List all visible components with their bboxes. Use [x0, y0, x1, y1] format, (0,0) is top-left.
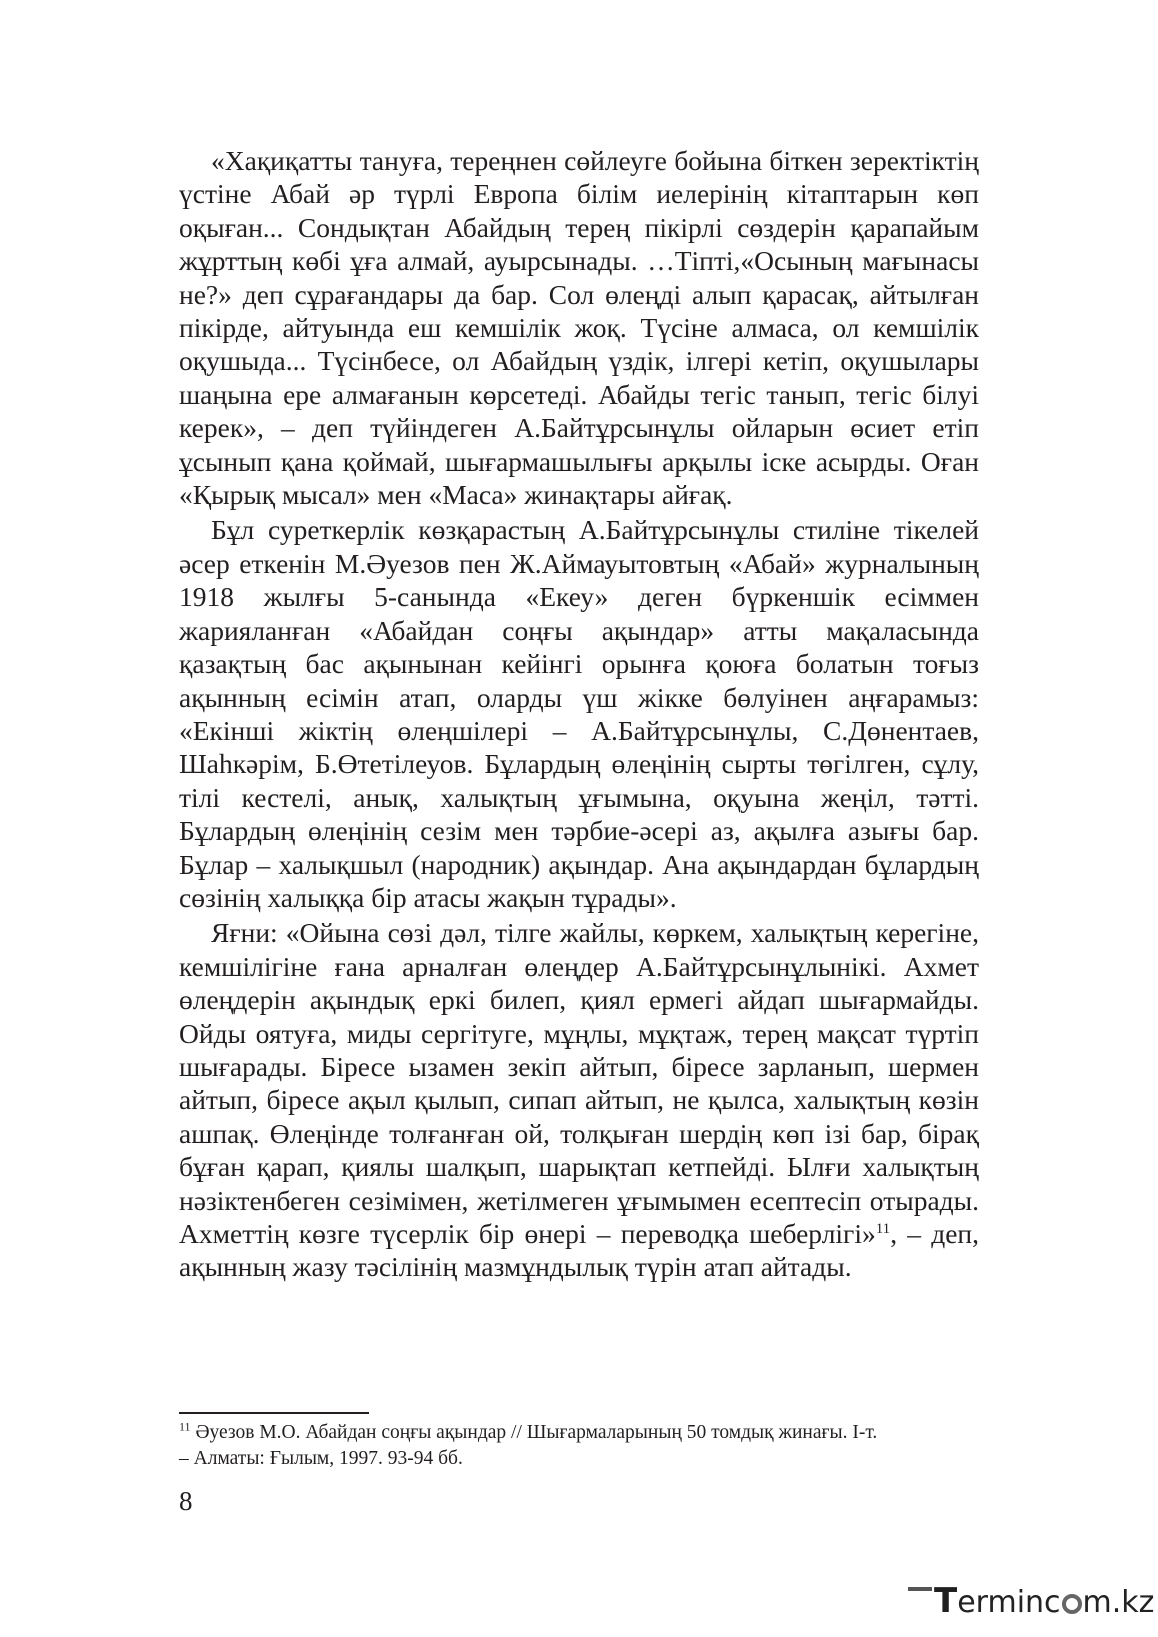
paragraph-3 [179, 916, 979, 1283]
paragraph-1: «Хақиқатты тануға, тереңнен сөйлеуге бойына біткен зеректіктің үстіне Абай әр түрлі Европа білім иелерінің кітаптарын көп оқыған... Сондықтан Абайдың терең пікірлі сөздерін қарапайым жұрттың көбі ұға алмай, ауырсынады. …Тіпті,«Осының мағынасы не?» деп сұрағандары да бар. Сол өлеңді алып қарасақ, айтылған пікірде, айтуында еш кемшілік жоқ. Түсіне алмаса, ол кемшілік оқушыда... Түсінбесе, ол Абайдың үздік, ілгері кетіп, оқушылары шаңына ере алмағанын көрсетеді. Абайды тегіс танып, тегіс білуі керек», – деп түйіндеген А.Байтұрсынұлы ойларын өсиет етіп ұсынып қана қоймай, шығармашылығы арқылы іске асырды. Оған «Қырық мысал» мен «Маса» жинақтары айғақ. [179, 145, 979, 511]
footnote-text-1: Әуезов М.О. Абайдан соңғы ақындар // Шығармаларының 50 томдық жинағы. І-т. [190, 1422, 878, 1443]
paragraph-2: Бұл суреткерлік көзқарастың А.Байтұрсынұлы стиліне тікелей әсер еткенін М.Әуезов пен Ж.Аймауытовтың «Абай» журналының 1918 жылғы 5-санында «Екеу» деген бүркеншік есіммен жарияланған «Абайдан соңғы ақындар» атты мақаласында қазақтың бас ақынынан кейінгі орынға қоюға болатын тоғыз ақынның есімін атап, оларды үш жікке бөлуінен аңғарамыз: «Екінші жіктің өлеңшілері – А.Байтұрсынұлы, С.Дөнентаев, Шаһкәрім, Б.Өтетілеуов. Бұлардың өлеңінің сырты төгілген, сұлу, тілі кестелі, анық, халықтың ұғымына, оқуына жеңіл, тәтті. Бұлардың өлеңінің сезім мен тәрбие-әсері аз, ақылға азығы бар. Бұлар – халықшыл (народник) ақындар. Ана ақындардан бұлардың сөзінің халыққа бір атасы жақын тұрады». [179, 514, 979, 913]
footnote-divider [179, 1412, 369, 1414]
paragraph-3-tail: , – деп, ақынның жазу тәсілінің мазмұндылық түрін атап айтады. [179, 1218, 979, 1283]
site-watermark-logo [934, 1581, 1155, 1621]
watermark-text: erminc [957, 1585, 1061, 1620]
footnote-number: 11 [179, 1419, 191, 1434]
watermark-letter: T [934, 1581, 958, 1621]
footnote [179, 1420, 979, 1472]
footnote-reference[interactable]: 11 [875, 1220, 891, 1237]
footnote-line-2: – Алматы: Ғылым, 1997. 93-94 бб. [179, 1448, 463, 1469]
watermark-ring-icon [1062, 1594, 1082, 1614]
footnote-line-1 [179, 1420, 979, 1446]
page-number: 8 [179, 1486, 193, 1516]
paragraph-3-text: Яғни: «Ойына сөзі дәл, тілге жайлы, көркем, халықтың керегіне, кемшілігіне ғана арналған өлеңдер А.Байтұрсынұлынікі. Ахмет өлеңдерін ақындық еркі билеп, қиял ермегі айдап шығармайды. Ойды оятуға, миды сергітуге, мұңлы, мұқтаж, терең мақсат түртіп шығарады. Біресе ызамен зекіп айтып, біресе зарланып, шермен айтып, біресе ақыл қылып, сипап айтып, не қылса, халықтың көзін ашпақ. Өлеңінде толғанған ой, толқыған шердің көп ізі бар, бірақ бұған қарап, қиялы шалқып, шарықтап кетпейді. Ылғи халықтың нәзіктенбеген сезімімен, жетілмеген ұғымымен есептесіп отырады. Ахметтің көзге түсерлік бір өнері – переводқа шеберлігі» [179, 917, 979, 1249]
watermark-domain: m.kz [1082, 1585, 1155, 1620]
main-text [179, 144, 979, 1284]
